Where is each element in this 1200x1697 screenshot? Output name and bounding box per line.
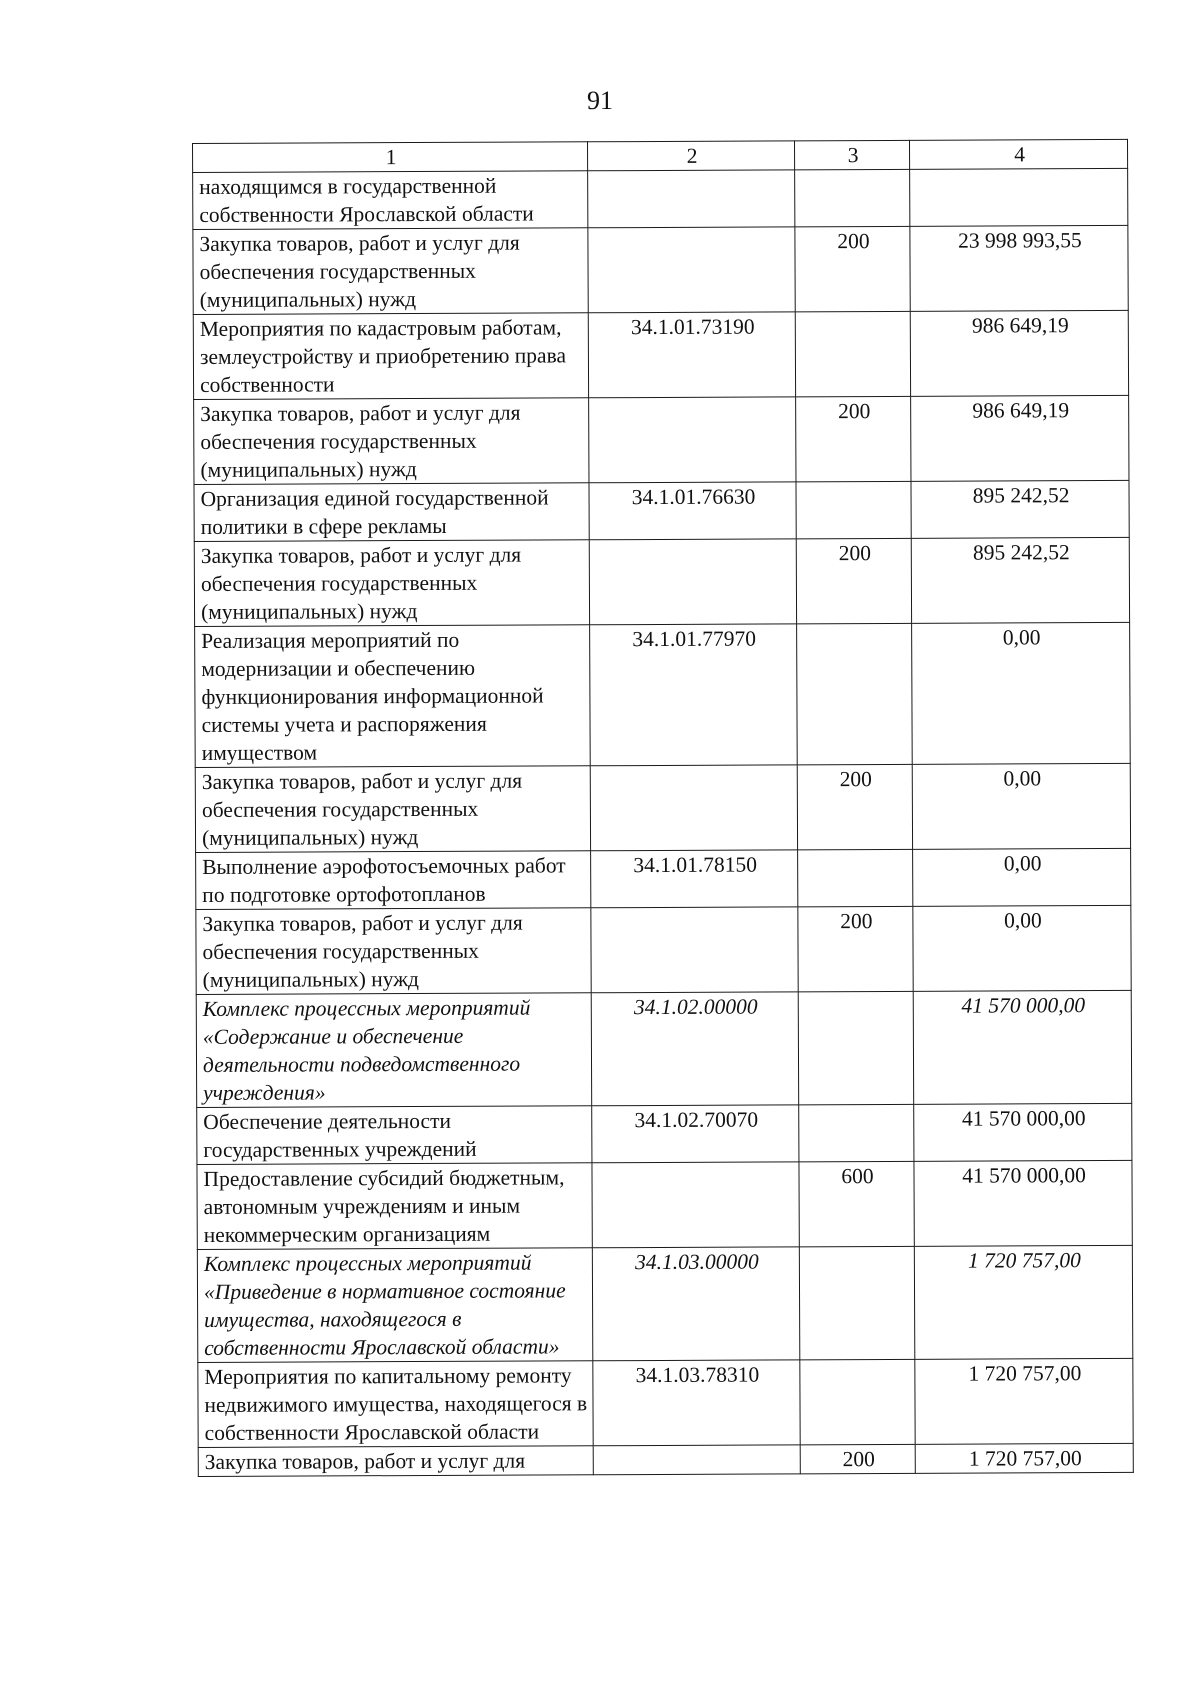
table-row <box>195 622 1131 767</box>
row-amount-cell: 41 570 000,00 <box>914 1103 1132 1161</box>
row-amount-cell: 41 570 000,00 <box>913 990 1131 1104</box>
row-name-cell: Комплекс процессных мероприятий «Приведение в нормативное состояние имущества, находящегося в собственности Ярославской области» <box>197 1248 592 1363</box>
table-row <box>193 168 1128 229</box>
column-header-1: 1 <box>193 142 588 173</box>
row-code-cell <box>592 1162 799 1248</box>
table-row <box>193 310 1128 399</box>
row-name-cell: Мероприятия по кадастровым работам, землеустройству и приобретению права собственности <box>193 313 588 400</box>
table-row <box>193 225 1128 314</box>
row-name-cell: Закупка товаров, работ и услуг для обеспечения государственных (муниципальных) нужд <box>193 228 588 315</box>
column-header-3: 3 <box>794 140 909 170</box>
row-name-cell: Мероприятия по капитальному ремонту недвижимого имущества, находящегося в собственности Ярославской области <box>198 1361 593 1448</box>
table-row <box>198 1358 1133 1447</box>
row-amount-cell <box>910 168 1128 226</box>
row-code-cell <box>588 227 795 313</box>
row-name-cell: находящимся в государственной собственности Ярославской области <box>193 171 588 230</box>
row-amount-cell: 895 242,52 <box>911 537 1129 623</box>
row-type-cell: 200 <box>795 226 910 312</box>
row-code-cell: 34.1.03.00000 <box>592 1247 799 1361</box>
row-type-cell <box>799 1246 914 1360</box>
row-type-cell <box>798 849 913 907</box>
row-name-cell: Закупка товаров, работ и услуг для обеспечения государственных (муниципальных) нужд <box>194 398 589 485</box>
table-row <box>196 848 1131 909</box>
table-header-row <box>193 139 1128 172</box>
row-amount-cell: 0,00 <box>913 848 1131 906</box>
row-name-cell: Организация единой государственной политики в сфере рекламы <box>194 483 589 542</box>
table-row <box>198 1443 1133 1476</box>
row-code-cell: 34.1.01.78150 <box>591 850 798 908</box>
row-code-cell <box>591 907 798 993</box>
row-code-cell: 34.1.02.00000 <box>591 992 798 1106</box>
row-type-cell <box>798 991 913 1105</box>
row-type-cell: 600 <box>799 1161 914 1247</box>
page-number: 91 <box>587 86 613 115</box>
table-row <box>197 1103 1132 1164</box>
row-amount-cell: 41 570 000,00 <box>914 1160 1132 1246</box>
row-type-cell: 200 <box>797 764 912 850</box>
table-row <box>194 395 1129 484</box>
row-name-cell: Выполнение аэрофотосъемочных работ по подготовке ортофотопланов <box>196 851 591 910</box>
table-body <box>193 168 1134 1476</box>
table-row <box>196 905 1131 994</box>
row-code-cell: 34.1.03.78310 <box>593 1360 800 1446</box>
row-type-cell <box>797 623 913 765</box>
row-type-cell: 200 <box>796 538 911 624</box>
row-code-cell: 34.1.01.77970 <box>590 624 798 766</box>
row-name-cell: Закупка товаров, работ и услуг для <box>198 1446 593 1477</box>
row-code-cell <box>588 170 795 228</box>
table-row <box>194 537 1129 626</box>
row-amount-cell: 895 242,52 <box>911 480 1129 538</box>
row-name-cell: Закупка товаров, работ и услуг для обеспечения государственных (муниципальных) нужд <box>195 766 590 853</box>
row-type-cell: 200 <box>800 1444 915 1474</box>
table-row <box>197 1160 1132 1249</box>
row-type-cell: 200 <box>796 396 911 482</box>
row-type-cell: 200 <box>798 906 913 992</box>
row-amount-cell: 1 720 757,00 <box>915 1443 1133 1473</box>
row-type-cell <box>796 481 911 539</box>
table-row <box>197 1245 1132 1362</box>
row-code-cell <box>590 765 797 851</box>
row-type-cell <box>800 1359 915 1445</box>
row-amount-cell: 1 720 757,00 <box>914 1245 1132 1359</box>
table-row <box>196 990 1131 1107</box>
row-type-cell <box>795 311 910 397</box>
row-amount-cell: 0,00 <box>912 622 1131 764</box>
row-name-cell: Реализация мероприятий по модернизации и обеспечению функционирования информационной системы учета и распоряжения имуществом <box>195 625 591 768</box>
column-header-2: 2 <box>587 141 794 171</box>
row-amount-cell: 986 649,19 <box>910 310 1128 396</box>
row-name-cell: Закупка товаров, работ и услуг для обеспечения государственных (муниципальных) нужд <box>196 908 591 995</box>
row-name-cell: Предоставление субсидий бюджетным, автономным учреждениям и иным некоммерческим организациям <box>197 1163 592 1250</box>
row-code-cell: 34.1.01.73190 <box>588 312 795 398</box>
row-code-cell: 34.1.02.70070 <box>592 1105 799 1163</box>
table-row <box>195 763 1130 852</box>
row-amount-cell: 1 720 757,00 <box>915 1358 1133 1444</box>
row-type-cell <box>795 169 910 227</box>
row-amount-cell: 0,00 <box>913 905 1131 991</box>
row-code-cell: 34.1.01.76630 <box>589 482 796 540</box>
column-header-4: 4 <box>909 139 1127 169</box>
table-row <box>194 480 1129 541</box>
row-code-cell <box>589 397 796 483</box>
row-name-cell: Комплекс процессных мероприятий «Содержание и обеспечение деятельности подведомственного учреждения» <box>196 993 591 1108</box>
row-amount-cell: 0,00 <box>912 763 1130 849</box>
row-code-cell <box>589 539 796 625</box>
row-code-cell <box>593 1445 800 1475</box>
row-amount-cell: 23 998 993,55 <box>910 225 1128 311</box>
budget-table <box>192 139 1134 1477</box>
row-name-cell: Закупка товаров, работ и услуг для обеспечения государственных (муниципальных) нужд <box>194 540 589 627</box>
row-name-cell: Обеспечение деятельности государственных учреждений <box>197 1106 592 1165</box>
row-type-cell <box>799 1104 914 1162</box>
row-amount-cell: 986 649,19 <box>911 395 1129 481</box>
